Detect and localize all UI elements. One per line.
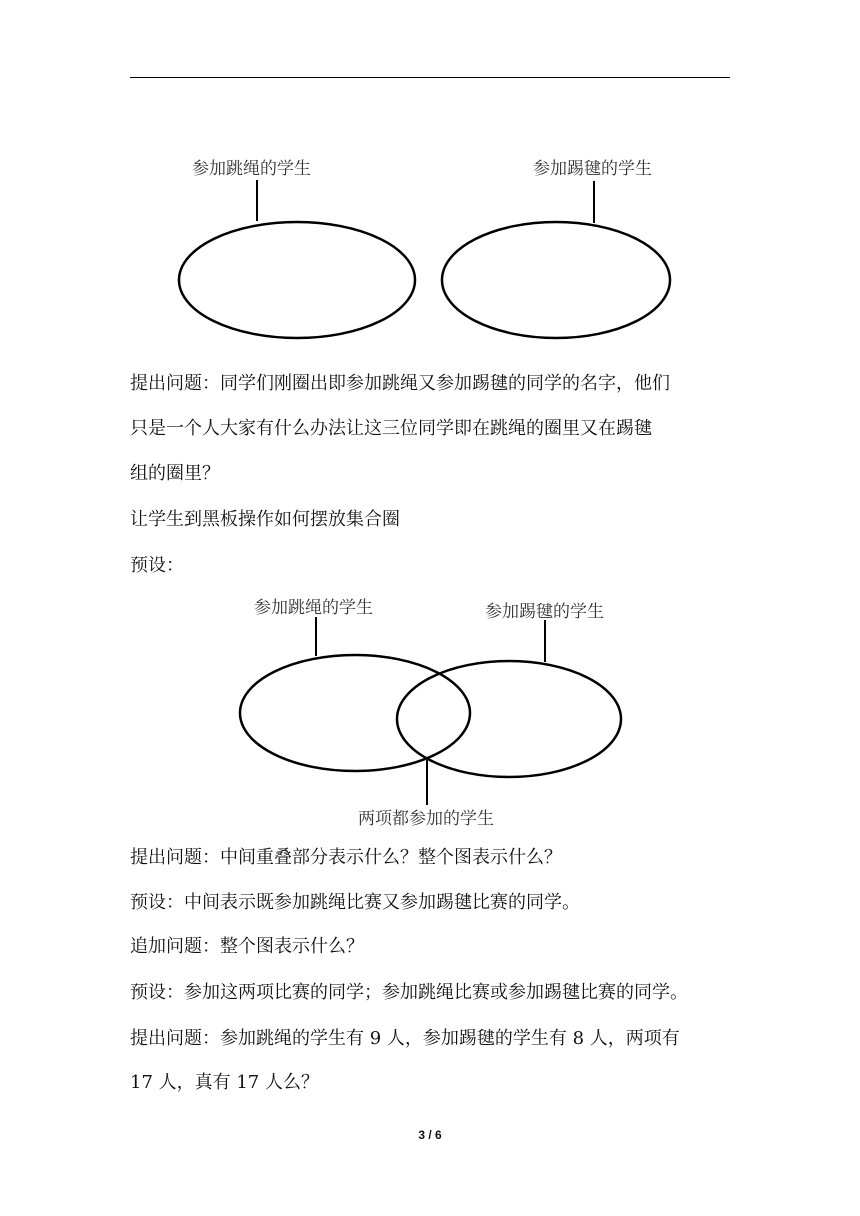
rope-set-label-2: 参加跳绳的学生	[254, 598, 373, 618]
rope-set-ellipse	[179, 222, 415, 338]
paragraph-line: 组的圈里？	[130, 463, 220, 484]
paragraph-line: 17 人，真有 17 人么？	[130, 1072, 319, 1093]
paragraph-line: 只是一个人大家有什么办法让这三位同学即在跳绳的圈里又在踢毽	[130, 418, 652, 439]
shuttlecock-set-label: 参加踢毽的学生	[533, 159, 652, 179]
shuttlecock-set-label-2: 参加踢毽的学生	[485, 602, 604, 622]
paragraph-line: 预设：	[130, 555, 184, 576]
paragraph-line: 让学生到黑板操作如何摆放集合圈	[130, 509, 400, 530]
page-number: 3 / 6	[418, 1128, 442, 1142]
paragraph-line: 提出问题：中间重叠部分表示什么？整个图表示什么？	[130, 847, 562, 868]
rope-set-ellipse-overlap	[240, 655, 470, 771]
paragraph-line: 预设：参加这两项比赛的同学；参加跳绳比赛或参加踢毽比赛的同学。	[130, 982, 688, 1003]
overlap-label: 两项都参加的学生	[358, 809, 494, 829]
shuttlecock-set-ellipse	[442, 222, 670, 338]
rope-set-label: 参加跳绳的学生	[192, 159, 311, 179]
paragraph-line: 预设：中间表示既参加跳绳比赛又参加踢毽比赛的同学。	[130, 892, 580, 913]
paragraph-line: 追加问题：整个图表示什么？	[130, 936, 364, 957]
paragraph-line: 提出问题：同学们刚圈出即参加跳绳又参加踢毽的同学的名字，他们	[130, 373, 670, 394]
paragraph-line: 提出问题：参加跳绳的学生有 9 人，参加踢毽的学生有 8 人，两项有	[130, 1028, 680, 1049]
shuttlecock-set-ellipse-overlap	[397, 661, 621, 777]
